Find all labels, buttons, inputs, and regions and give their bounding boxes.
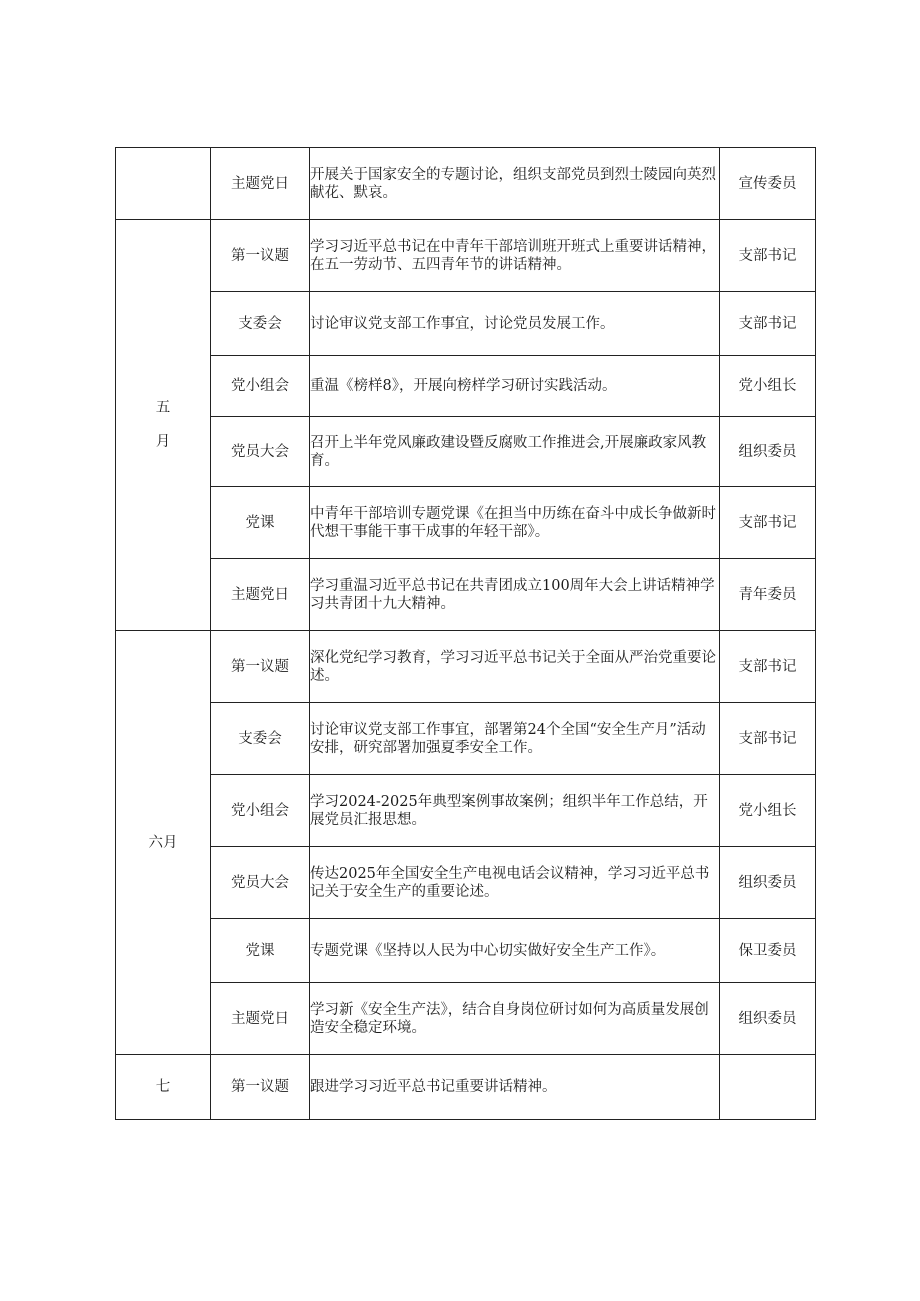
activity-type: 党小组会 (211, 775, 310, 847)
activity-type: 第一议题 (211, 1055, 310, 1120)
table-row (116, 220, 816, 292)
responsible-person: 支部书记 (720, 703, 816, 775)
responsible-person: 保卫委员 (720, 919, 816, 983)
table-row (116, 983, 816, 1055)
responsible-person: 组织委员 (720, 847, 816, 919)
activity-content: 中青年干部培训专题党课《在担当中历练在奋斗中成长争做新时代想干事能干事干成事的年轻干部》。 (310, 487, 720, 559)
responsible-person: 组织委员 (720, 983, 816, 1055)
activity-type: 支委会 (211, 292, 310, 356)
month-may (116, 220, 211, 631)
table-row (116, 775, 816, 847)
month-june: 六月 (116, 631, 211, 1055)
table-row (116, 356, 816, 417)
table-row (116, 487, 816, 559)
activity-type: 支委会 (211, 703, 310, 775)
table-row (116, 417, 816, 487)
activity-content: 跟进学习习近平总书记重要讲话精神。 (310, 1055, 720, 1120)
activity-content: 传达2025年全国安全生产电视电话会议精神，学习习近平总书记关于安全生产的重要论述。 (310, 847, 720, 919)
table-row (116, 919, 816, 983)
activity-content: 学习习近平总书记在中青年干部培训班开班式上重要讲话精神，在五一劳动节、五四青年节的讲话精神。 (310, 220, 720, 292)
activity-content: 召开上半年党风廉政建设暨反腐败工作推进会,开展廉政家风教育。 (310, 417, 720, 487)
activity-content: 讨论审议党支部工作事宜，讨论党员发展工作。 (310, 292, 720, 356)
responsible-person: 支部书记 (720, 220, 816, 292)
activity-content: 开展关于国家安全的专题讨论，组织支部党员到烈士陵园向英烈献花、默哀。 (310, 148, 720, 220)
responsible-person: 支部书记 (720, 292, 816, 356)
responsible-person: 宣传委员 (720, 148, 816, 220)
activity-content: 学习新《安全生产法》，结合自身岗位研讨如何为高质量发展创造安全稳定环境。 (310, 983, 720, 1055)
activity-content: 学习2024-2025年典型案例事故案例；组织半年工作总结，开展党员汇报思想。 (310, 775, 720, 847)
activity-type: 主题党日 (211, 983, 310, 1055)
activity-type: 主题党日 (211, 148, 310, 220)
table-row (116, 631, 816, 703)
activity-type: 第一议题 (211, 631, 310, 703)
activity-type: 党员大会 (211, 417, 310, 487)
activity-type: 党课 (211, 487, 310, 559)
activity-content: 深化党纪学习教育，学习习近平总书记关于全面从严治党重要论述。 (310, 631, 720, 703)
responsible-person: 支部书记 (720, 631, 816, 703)
activity-type: 党小组会 (211, 356, 310, 417)
responsible-person: 支部书记 (720, 487, 816, 559)
activity-content: 讨论审议党支部工作事宜，部署第24个全国“安全生产月”活动安排，研究部署加强夏季安全工作。 (310, 703, 720, 775)
activity-content: 学习重温习近平总书记在共青团成立100周年大会上讲话精神学习共青团十九大精神。 (310, 559, 720, 631)
month-cell-empty (116, 148, 211, 220)
responsible-person (720, 1055, 816, 1120)
table-row (116, 292, 816, 356)
table-row (116, 1055, 816, 1120)
table-row (116, 703, 816, 775)
table-row (116, 559, 816, 631)
work-plan-table (115, 147, 816, 1120)
month-july: 七 (116, 1055, 211, 1120)
responsible-person: 党小组长 (720, 775, 816, 847)
activity-type: 第一议题 (211, 220, 310, 292)
activity-type: 党课 (211, 919, 310, 983)
activity-content: 专题党课《坚持以人民为中心切实做好安全生产工作》。 (310, 919, 720, 983)
activity-content: 重温《榜样8》，开展向榜样学习研讨实践活动。 (310, 356, 720, 417)
responsible-person: 青年委员 (720, 559, 816, 631)
table-row (116, 148, 816, 220)
activity-type: 主题党日 (211, 559, 310, 631)
responsible-person: 组织委员 (720, 417, 816, 487)
responsible-person: 党小组长 (720, 356, 816, 417)
activity-type: 党员大会 (211, 847, 310, 919)
month-may-line1: 五 (155, 400, 171, 416)
month-may-line2: 月 (155, 434, 171, 450)
table-row (116, 847, 816, 919)
